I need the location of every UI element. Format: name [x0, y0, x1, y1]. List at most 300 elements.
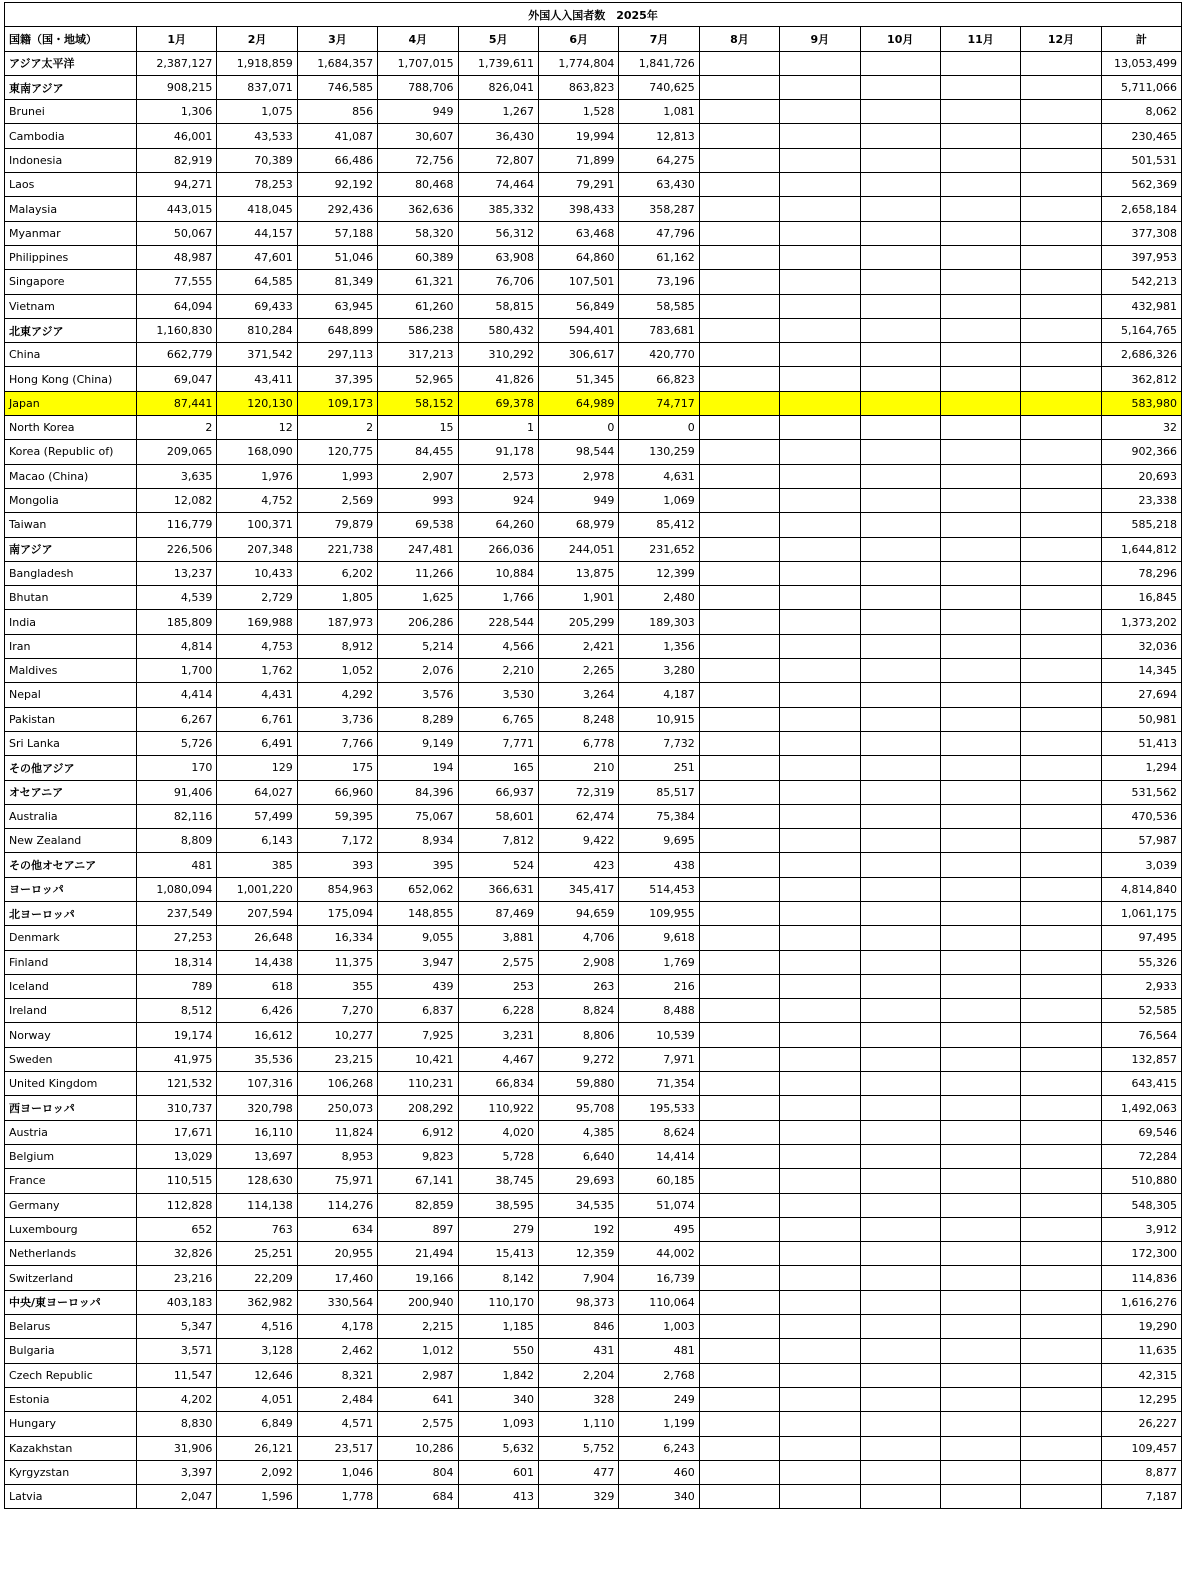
- value-cell: [699, 391, 779, 415]
- region-row: [5, 75, 1182, 99]
- row-label: Belarus: [5, 1315, 137, 1339]
- value-cell: 854,963: [297, 877, 377, 901]
- value-cell: [1021, 659, 1101, 683]
- value-cell: 15: [378, 416, 458, 440]
- value-cell: 10,915: [619, 707, 699, 731]
- value-cell: 169,988: [217, 610, 297, 634]
- value-cell: 112,828: [137, 1193, 217, 1217]
- value-cell: 2: [137, 416, 217, 440]
- column-header-nationality: 国籍（国・地域）: [5, 27, 137, 51]
- value-cell: 746,585: [297, 75, 377, 99]
- table-row: [5, 270, 1182, 294]
- value-cell: 1,918,859: [217, 51, 297, 75]
- total-cell: 11,635: [1101, 1339, 1181, 1363]
- value-cell: [860, 1339, 940, 1363]
- value-cell: 6,761: [217, 707, 297, 731]
- value-cell: 13,237: [137, 561, 217, 585]
- total-cell: 52,585: [1101, 999, 1181, 1023]
- value-cell: 7,812: [458, 829, 538, 853]
- row-label: Japan: [5, 391, 137, 415]
- value-cell: [780, 1023, 860, 1047]
- total-cell: 16,845: [1101, 586, 1181, 610]
- value-cell: 91,178: [458, 440, 538, 464]
- value-cell: 804: [378, 1460, 458, 1484]
- value-cell: 50,067: [137, 221, 217, 245]
- total-cell: 3,912: [1101, 1217, 1181, 1241]
- value-cell: 64,860: [538, 245, 618, 269]
- table-row: [5, 416, 1182, 440]
- value-cell: 4,631: [619, 464, 699, 488]
- value-cell: 9,823: [378, 1144, 458, 1168]
- value-cell: [940, 756, 1020, 780]
- value-cell: 10,286: [378, 1436, 458, 1460]
- value-cell: 4,178: [297, 1315, 377, 1339]
- table-row: [5, 950, 1182, 974]
- value-cell: [940, 683, 1020, 707]
- value-cell: [1021, 731, 1101, 755]
- region-row: [5, 901, 1182, 925]
- value-cell: 23,517: [297, 1436, 377, 1460]
- row-label: Czech Republic: [5, 1363, 137, 1387]
- value-cell: 4,753: [217, 634, 297, 658]
- value-cell: [860, 513, 940, 537]
- value-cell: [780, 488, 860, 512]
- value-cell: [860, 829, 940, 853]
- value-cell: 16,612: [217, 1023, 297, 1047]
- value-cell: [940, 659, 1020, 683]
- value-cell: [1021, 464, 1101, 488]
- value-cell: [1021, 294, 1101, 318]
- value-cell: [699, 1023, 779, 1047]
- value-cell: [1021, 100, 1101, 124]
- value-cell: [1021, 1412, 1101, 1436]
- value-cell: [1021, 999, 1101, 1023]
- value-cell: 358,287: [619, 197, 699, 221]
- value-cell: 130,259: [619, 440, 699, 464]
- value-cell: [940, 853, 1020, 877]
- value-cell: 48,987: [137, 245, 217, 269]
- value-cell: 362,636: [378, 197, 458, 221]
- total-cell: 12,295: [1101, 1387, 1181, 1411]
- value-cell: 7,172: [297, 829, 377, 853]
- value-cell: 168,090: [217, 440, 297, 464]
- value-cell: 1,769: [619, 950, 699, 974]
- total-cell: 1,644,812: [1101, 537, 1181, 561]
- value-cell: 192: [538, 1217, 618, 1241]
- region-row: [5, 877, 1182, 901]
- value-cell: 12,813: [619, 124, 699, 148]
- value-cell: 210: [538, 756, 618, 780]
- value-cell: [1021, 877, 1101, 901]
- total-cell: 109,457: [1101, 1436, 1181, 1460]
- value-cell: 67,141: [378, 1169, 458, 1193]
- value-cell: [860, 1169, 940, 1193]
- total-cell: 432,981: [1101, 294, 1181, 318]
- value-cell: [1021, 610, 1101, 634]
- value-cell: 100,371: [217, 513, 297, 537]
- row-label: 南アジア: [5, 537, 137, 561]
- value-cell: 740,625: [619, 75, 699, 99]
- value-cell: 57,188: [297, 221, 377, 245]
- value-cell: 6,837: [378, 999, 458, 1023]
- value-cell: 16,334: [297, 926, 377, 950]
- row-label: North Korea: [5, 416, 137, 440]
- value-cell: [1021, 440, 1101, 464]
- value-cell: [940, 1266, 1020, 1290]
- value-cell: 56,312: [458, 221, 538, 245]
- value-cell: 7,771: [458, 731, 538, 755]
- value-cell: [1021, 318, 1101, 342]
- value-cell: [699, 731, 779, 755]
- value-cell: [699, 124, 779, 148]
- value-cell: [860, 416, 940, 440]
- value-cell: [780, 270, 860, 294]
- table-row: [5, 440, 1182, 464]
- value-cell: 4,431: [217, 683, 297, 707]
- value-cell: 11,266: [378, 561, 458, 585]
- value-cell: [860, 464, 940, 488]
- value-cell: [780, 148, 860, 172]
- value-cell: [860, 1290, 940, 1314]
- table-row: [5, 1363, 1182, 1387]
- value-cell: [860, 1072, 940, 1096]
- value-cell: 23,215: [297, 1047, 377, 1071]
- row-label: Taiwan: [5, 513, 137, 537]
- value-cell: [940, 1290, 1020, 1314]
- value-cell: [780, 197, 860, 221]
- value-cell: 2: [297, 416, 377, 440]
- value-cell: 1,841,726: [619, 51, 699, 75]
- row-label: その他アジア: [5, 756, 137, 780]
- value-cell: 385,332: [458, 197, 538, 221]
- row-label: Switzerland: [5, 1266, 137, 1290]
- value-cell: 121,532: [137, 1072, 217, 1096]
- value-cell: 4,539: [137, 586, 217, 610]
- value-cell: 8,809: [137, 829, 217, 853]
- table-row: [5, 100, 1182, 124]
- total-cell: 470,536: [1101, 804, 1181, 828]
- value-cell: 355: [297, 974, 377, 998]
- value-cell: [940, 75, 1020, 99]
- value-cell: [1021, 1072, 1101, 1096]
- value-cell: 431: [538, 1339, 618, 1363]
- table-row: [5, 1217, 1182, 1241]
- value-cell: 297,113: [297, 343, 377, 367]
- value-cell: 1,080,094: [137, 877, 217, 901]
- table-row: [5, 1072, 1182, 1096]
- value-cell: 247,481: [378, 537, 458, 561]
- value-cell: 17,460: [297, 1266, 377, 1290]
- value-cell: 58,152: [378, 391, 458, 415]
- row-label: Vietnam: [5, 294, 137, 318]
- value-cell: [780, 391, 860, 415]
- column-header: 11月: [940, 27, 1020, 51]
- row-label: Singapore: [5, 270, 137, 294]
- value-cell: [1021, 926, 1101, 950]
- value-cell: 3,264: [538, 683, 618, 707]
- value-cell: [860, 294, 940, 318]
- value-cell: [699, 51, 779, 75]
- total-cell: 32: [1101, 416, 1181, 440]
- value-cell: 148,855: [378, 901, 458, 925]
- value-cell: [940, 464, 1020, 488]
- value-cell: [780, 1096, 860, 1120]
- value-cell: [780, 1460, 860, 1484]
- value-cell: [860, 804, 940, 828]
- row-label: Norway: [5, 1023, 137, 1047]
- value-cell: [699, 780, 779, 804]
- row-label: Sweden: [5, 1047, 137, 1071]
- value-cell: [860, 1363, 940, 1387]
- value-cell: 185,809: [137, 610, 217, 634]
- value-cell: [1021, 75, 1101, 99]
- table-row: [5, 391, 1182, 415]
- value-cell: 19,994: [538, 124, 618, 148]
- value-cell: 94,659: [538, 901, 618, 925]
- value-cell: 4,467: [458, 1047, 538, 1071]
- total-cell: 4,814,840: [1101, 877, 1181, 901]
- value-cell: 75,067: [378, 804, 458, 828]
- value-cell: [780, 1485, 860, 1509]
- value-cell: 69,378: [458, 391, 538, 415]
- value-cell: 7,732: [619, 731, 699, 755]
- row-label: Estonia: [5, 1387, 137, 1411]
- value-cell: 216: [619, 974, 699, 998]
- value-cell: [1021, 343, 1101, 367]
- value-cell: [1021, 173, 1101, 197]
- value-cell: [860, 245, 940, 269]
- row-label: Netherlands: [5, 1242, 137, 1266]
- value-cell: 641: [378, 1387, 458, 1411]
- value-cell: 1,762: [217, 659, 297, 683]
- value-cell: 3,947: [378, 950, 458, 974]
- value-cell: 9,695: [619, 829, 699, 853]
- value-cell: [699, 756, 779, 780]
- value-cell: [780, 1266, 860, 1290]
- value-cell: 3,280: [619, 659, 699, 683]
- value-cell: [860, 1412, 940, 1436]
- value-cell: 263: [538, 974, 618, 998]
- value-cell: 66,834: [458, 1072, 538, 1096]
- total-cell: 510,880: [1101, 1169, 1181, 1193]
- row-label: ヨーロッパ: [5, 877, 137, 901]
- row-label: Indonesia: [5, 148, 137, 172]
- value-cell: [699, 270, 779, 294]
- row-label: Australia: [5, 804, 137, 828]
- value-cell: 30,607: [378, 124, 458, 148]
- value-cell: 85,412: [619, 513, 699, 537]
- value-cell: [940, 707, 1020, 731]
- value-cell: 63,908: [458, 245, 538, 269]
- value-cell: 846: [538, 1315, 618, 1339]
- value-cell: 652,062: [378, 877, 458, 901]
- total-cell: 76,564: [1101, 1023, 1181, 1047]
- value-cell: 72,319: [538, 780, 618, 804]
- value-cell: 80,468: [378, 173, 458, 197]
- table-row: [5, 124, 1182, 148]
- value-cell: [699, 926, 779, 950]
- value-cell: [1021, 1266, 1101, 1290]
- total-cell: 72,284: [1101, 1144, 1181, 1168]
- value-cell: 837,071: [217, 75, 297, 99]
- value-cell: [860, 707, 940, 731]
- value-cell: 205,299: [538, 610, 618, 634]
- value-cell: 63,945: [297, 294, 377, 318]
- value-cell: 82,919: [137, 148, 217, 172]
- title-row: [5, 3, 1182, 27]
- value-cell: [1021, 1144, 1101, 1168]
- total-cell: 643,415: [1101, 1072, 1181, 1096]
- total-cell: 8,877: [1101, 1460, 1181, 1484]
- value-cell: 3,571: [137, 1339, 217, 1363]
- total-cell: 14,345: [1101, 659, 1181, 683]
- total-cell: 2,686,326: [1101, 343, 1181, 367]
- value-cell: 21,494: [378, 1242, 458, 1266]
- total-cell: 20,693: [1101, 464, 1181, 488]
- value-cell: [780, 1242, 860, 1266]
- value-cell: [940, 173, 1020, 197]
- value-cell: 420,770: [619, 343, 699, 367]
- value-cell: 4,752: [217, 488, 297, 512]
- total-cell: 19,290: [1101, 1315, 1181, 1339]
- value-cell: 3,576: [378, 683, 458, 707]
- value-cell: 1,625: [378, 586, 458, 610]
- value-cell: 1,766: [458, 586, 538, 610]
- row-label: Finland: [5, 950, 137, 974]
- value-cell: 8,624: [619, 1120, 699, 1144]
- value-cell: [1021, 1217, 1101, 1241]
- value-cell: 2,575: [378, 1412, 458, 1436]
- value-cell: 194: [378, 756, 458, 780]
- value-cell: 208,292: [378, 1096, 458, 1120]
- value-cell: 64,585: [217, 270, 297, 294]
- value-cell: 68,979: [538, 513, 618, 537]
- value-cell: 79,291: [538, 173, 618, 197]
- value-cell: 95,708: [538, 1096, 618, 1120]
- value-cell: 11,547: [137, 1363, 217, 1387]
- row-label: United Kingdom: [5, 1072, 137, 1096]
- row-label: Korea (Republic of): [5, 440, 137, 464]
- value-cell: [940, 1363, 1020, 1387]
- total-cell: 97,495: [1101, 926, 1181, 950]
- value-cell: 1,185: [458, 1315, 538, 1339]
- value-cell: 863,823: [538, 75, 618, 99]
- table-row: [5, 221, 1182, 245]
- value-cell: 2,480: [619, 586, 699, 610]
- value-cell: 6,202: [297, 561, 377, 585]
- value-cell: [1021, 707, 1101, 731]
- value-cell: [860, 683, 940, 707]
- value-cell: 114,276: [297, 1193, 377, 1217]
- value-cell: [780, 318, 860, 342]
- value-cell: 8,912: [297, 634, 377, 658]
- value-cell: [860, 659, 940, 683]
- value-cell: 4,516: [217, 1315, 297, 1339]
- table-row: [5, 173, 1182, 197]
- value-cell: 44,002: [619, 1242, 699, 1266]
- value-cell: [940, 804, 1020, 828]
- value-cell: 320,798: [217, 1096, 297, 1120]
- value-cell: 8,830: [137, 1412, 217, 1436]
- value-cell: 85,517: [619, 780, 699, 804]
- total-cell: 1,492,063: [1101, 1096, 1181, 1120]
- value-cell: [940, 731, 1020, 755]
- value-cell: [860, 780, 940, 804]
- value-cell: [699, 245, 779, 269]
- value-cell: 3,128: [217, 1339, 297, 1363]
- value-cell: 12: [217, 416, 297, 440]
- value-cell: [699, 1387, 779, 1411]
- value-cell: 58,585: [619, 294, 699, 318]
- value-cell: [860, 1387, 940, 1411]
- value-cell: 6,143: [217, 829, 297, 853]
- value-cell: [699, 440, 779, 464]
- value-cell: [940, 51, 1020, 75]
- value-cell: 2,387,127: [137, 51, 217, 75]
- value-cell: [699, 1169, 779, 1193]
- value-cell: [699, 1339, 779, 1363]
- value-cell: 3,231: [458, 1023, 538, 1047]
- value-cell: 2,215: [378, 1315, 458, 1339]
- total-cell: 583,980: [1101, 391, 1181, 415]
- value-cell: [940, 537, 1020, 561]
- value-cell: 27,253: [137, 926, 217, 950]
- value-cell: [780, 756, 860, 780]
- value-cell: 75,971: [297, 1169, 377, 1193]
- value-cell: [940, 100, 1020, 124]
- value-cell: 2,484: [297, 1387, 377, 1411]
- value-cell: [780, 1315, 860, 1339]
- value-cell: [699, 659, 779, 683]
- region-row: [5, 756, 1182, 780]
- value-cell: 4,566: [458, 634, 538, 658]
- value-cell: 41,975: [137, 1047, 217, 1071]
- table-row: [5, 1436, 1182, 1460]
- value-cell: [860, 950, 940, 974]
- value-cell: [780, 999, 860, 1023]
- value-cell: [940, 1242, 1020, 1266]
- value-cell: 7,904: [538, 1266, 618, 1290]
- table-row: [5, 464, 1182, 488]
- value-cell: 35,536: [217, 1047, 297, 1071]
- value-cell: [780, 1193, 860, 1217]
- value-cell: 72,807: [458, 148, 538, 172]
- row-label: New Zealand: [5, 829, 137, 853]
- value-cell: [940, 270, 1020, 294]
- value-cell: [1021, 1047, 1101, 1071]
- value-cell: 56,849: [538, 294, 618, 318]
- value-cell: [860, 1096, 940, 1120]
- table-row: [5, 1169, 1182, 1193]
- value-cell: 47,796: [619, 221, 699, 245]
- total-cell: 2,933: [1101, 974, 1181, 998]
- value-cell: [780, 513, 860, 537]
- value-cell: 226,506: [137, 537, 217, 561]
- value-cell: [1021, 197, 1101, 221]
- value-cell: 31,906: [137, 1436, 217, 1460]
- value-cell: [780, 75, 860, 99]
- value-cell: 187,973: [297, 610, 377, 634]
- value-cell: [860, 1315, 940, 1339]
- value-cell: [699, 148, 779, 172]
- value-cell: [940, 999, 1020, 1023]
- row-label: Iceland: [5, 974, 137, 998]
- value-cell: 66,823: [619, 367, 699, 391]
- value-cell: [860, 488, 940, 512]
- value-cell: [860, 343, 940, 367]
- value-cell: [699, 416, 779, 440]
- value-cell: 618: [217, 974, 297, 998]
